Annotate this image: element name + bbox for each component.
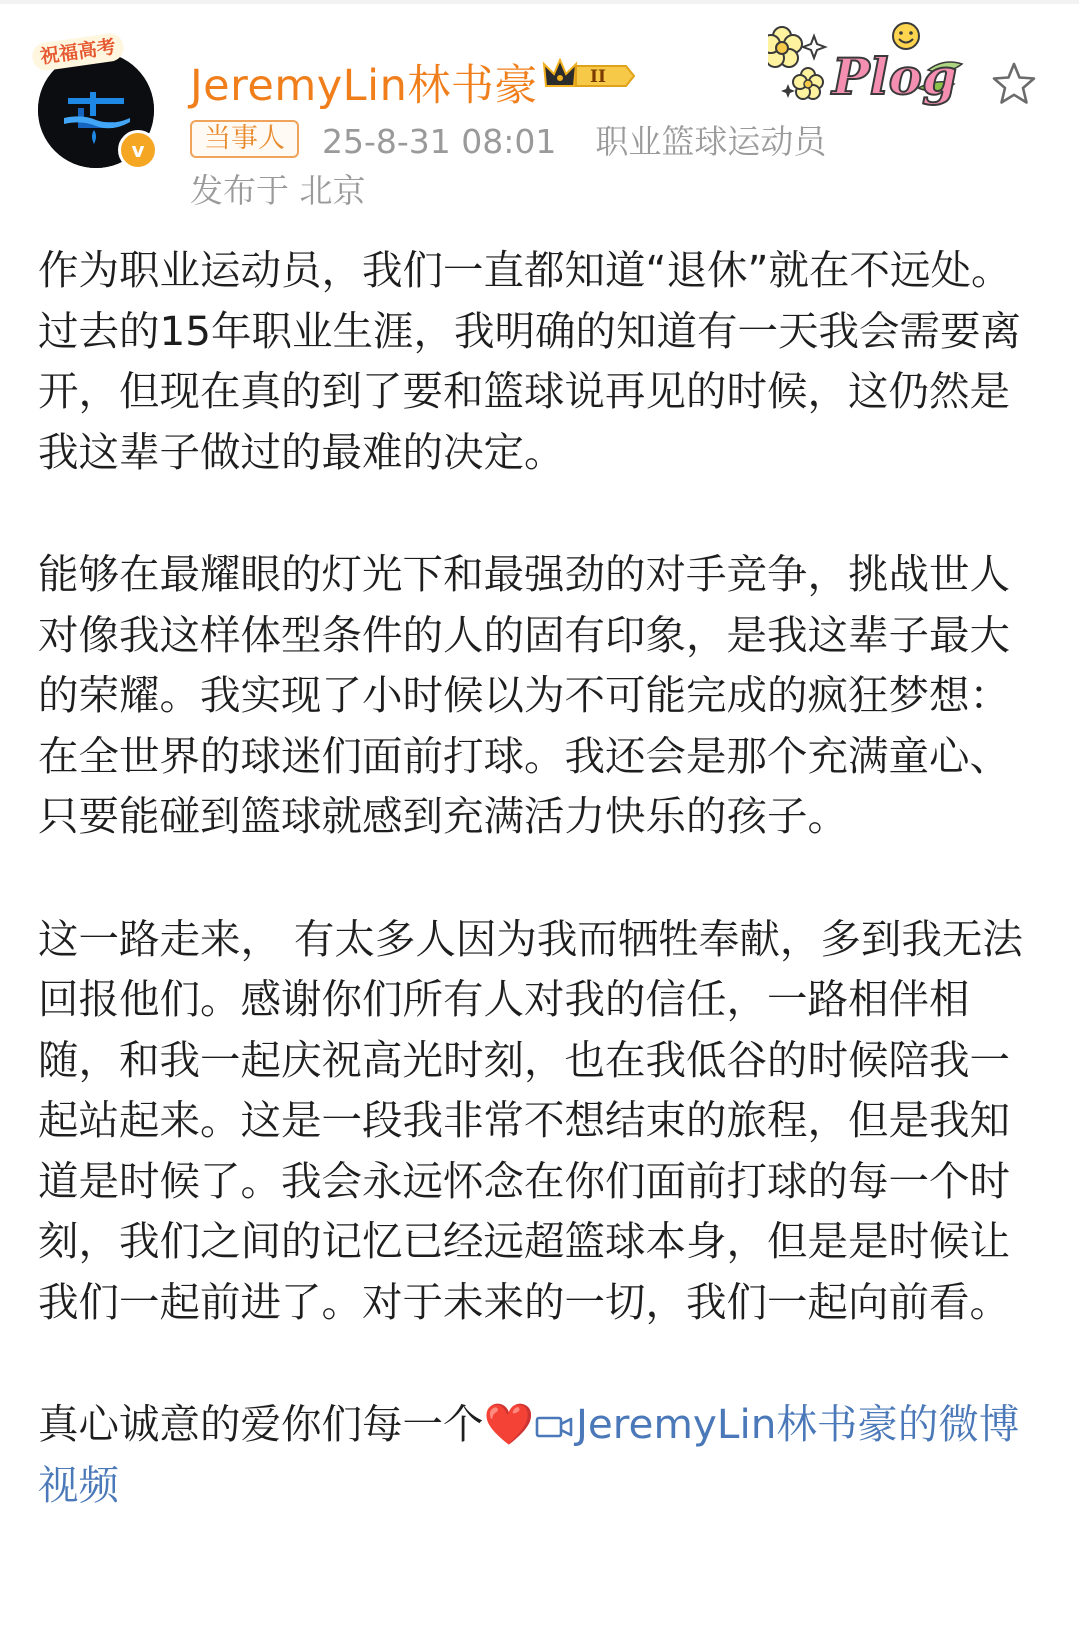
top-divider bbox=[0, 0, 1079, 4]
post-meta bbox=[322, 116, 826, 163]
star-outline-icon bbox=[990, 60, 1038, 108]
vip-crown-icon[interactable] bbox=[540, 56, 638, 100]
role-tag: 当事人 bbox=[190, 120, 299, 158]
occupation: 职业篮球运动员 bbox=[595, 122, 827, 161]
post-paragraph: 这一路走来， 有太多人因为我而牺牲奉献，多到我无法回报他们。感谢你们所有人对我的信任，一路相伴相随，和我一起庆祝高光时刻，也在我低谷的时候陪我一起站起来。这是一段我非常不想结束的旅程，但是我知道是时候了。我会永远怀念在你们面前打球的每一个时刻，我们之间的记忆已经远超篮球本身，但是是时候让我们一起前进了。对于未来的一切，我们一起向前看。 bbox=[38, 914, 1023, 1326]
video-camera-icon bbox=[534, 1412, 574, 1442]
plog-sticker-icon bbox=[768, 18, 968, 122]
vip-level: II bbox=[590, 67, 606, 87]
post-content bbox=[38, 240, 1038, 1515]
avatar[interactable] bbox=[38, 35, 154, 168]
closing-text: 真心诚意的爱你们每一个 bbox=[38, 1400, 484, 1448]
video-link-text[interactable]: JeremyLin林书豪的微博视频 bbox=[38, 1400, 1020, 1509]
favorite-star-button[interactable] bbox=[990, 60, 1038, 108]
post-closing-paragraph bbox=[38, 1394, 1038, 1515]
timestamp: 25-8-31 08:01 bbox=[322, 122, 557, 161]
location: 发布于 北京 bbox=[190, 171, 366, 210]
verified-icon: v bbox=[118, 130, 158, 170]
username[interactable]: JeremyLin林书豪 bbox=[190, 61, 538, 111]
heart-icon: ❤️ bbox=[483, 1400, 534, 1448]
post-paragraph: 作为职业运动员，我们一直都知道“退休”就在不远处。过去的15年职业生涯，我明确的知道有一天我会需要离开，但现在真的到了要和篮球说再见的时候，这仍然是我这辈子做过的最难的决定。 bbox=[38, 246, 1022, 476]
post-paragraph: 能够在最耀眼的灯光下和最强劲的对手竞争，挑战世人对像我这样体型条件的人的固有印象，是我这辈子最大的荣耀。我实现了小时候以为不可能完成的疯狂梦想：在全世界的球迷们面前打球。我还会是那个充满童心、只要能碰到篮球就感到充满活力快乐的孩子。 bbox=[38, 550, 1010, 840]
plog-sticker-text: Plog bbox=[832, 47, 957, 106]
avatar-badge: 祝福高考 bbox=[30, 32, 125, 73]
